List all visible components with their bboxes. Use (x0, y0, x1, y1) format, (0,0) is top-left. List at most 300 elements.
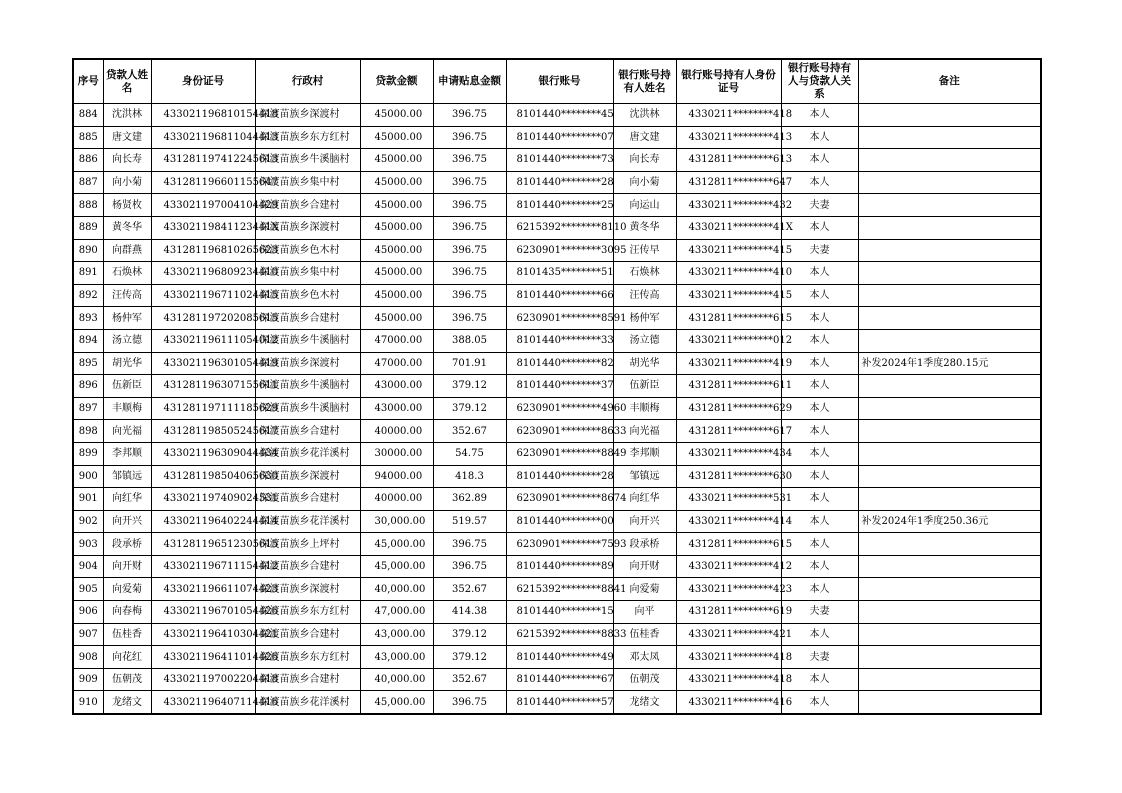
cell-holder-id: 4330211********434 (676, 442, 781, 465)
cell-amount: 30000.00 (360, 442, 433, 465)
cell-account: 8101440********73 (506, 149, 613, 172)
cell-subsidy: 379.12 (433, 375, 506, 398)
cell-note (858, 442, 1041, 465)
cell-subsidy: 396.75 (433, 533, 506, 556)
cell-holder-id: 4312811********615 (676, 533, 781, 556)
cell-village: 深渡苗族乡深渡村 (255, 104, 360, 127)
cell-id: 433021196407114416 (151, 691, 255, 714)
table-row (73, 329, 1041, 352)
cell-subsidy: 396.75 (433, 149, 506, 172)
cell-account: 6230901********8849 (506, 442, 613, 465)
cell-holder: 伍新臣 (613, 375, 676, 398)
cell-id: 433021196809234410 (151, 262, 255, 285)
cell-holder: 向开财 (613, 555, 676, 578)
table-row (73, 262, 1041, 285)
header-seq: 序号 (73, 59, 103, 104)
cell-holder-id: 4312811********615 (676, 307, 781, 330)
cell-holder-id: 4330211********423 (676, 578, 781, 601)
header-holder-id: 银行账号持有人身份证号 (676, 59, 781, 104)
table-row (73, 149, 1041, 172)
cell-name: 龙绪文 (103, 691, 151, 714)
cell-id: 433021196711024415 (151, 284, 255, 307)
cell-subsidy: 379.12 (433, 397, 506, 420)
cell-holder: 伍朝茂 (613, 668, 676, 691)
cell-village: 深渡苗族乡东方红村 (255, 601, 360, 624)
cell-seq: 909 (73, 668, 103, 691)
cell-account: 8101440********67 (506, 668, 613, 691)
cell-relation: 本人 (781, 668, 858, 691)
cell-seq: 908 (73, 646, 103, 669)
cell-relation: 本人 (781, 691, 858, 714)
cell-id: 431281197412245613 (151, 149, 255, 172)
table-row (73, 171, 1041, 194)
cell-subsidy: 396.75 (433, 555, 506, 578)
cell-holder-id: 4312811********611 (676, 375, 781, 398)
cell-holder-id: 4312811********630 (676, 465, 781, 488)
cell-holder: 向红华 (613, 488, 676, 511)
cell-holder-id: 4312811********629 (676, 397, 781, 420)
cell-note (858, 601, 1041, 624)
cell-subsidy: 396.75 (433, 691, 506, 714)
table-row (73, 375, 1041, 398)
cell-name: 汪传高 (103, 284, 151, 307)
cell-village: 深渡苗族乡合建村 (255, 668, 360, 691)
table-row (73, 555, 1041, 578)
cell-note (858, 623, 1041, 646)
cell-village: 深渡苗族乡集中村 (255, 171, 360, 194)
cell-village: 深渡苗族乡花洋溪村 (255, 442, 360, 465)
cell-account: 8101440********57 (506, 691, 613, 714)
cell-seq: 906 (73, 601, 103, 624)
cell-note (858, 194, 1041, 217)
cell-id: 43302119841123441X (151, 216, 255, 239)
cell-relation: 本人 (781, 352, 858, 375)
cell-seq: 887 (73, 171, 103, 194)
cell-relation: 本人 (781, 307, 858, 330)
cell-name: 丰顺梅 (103, 397, 151, 420)
cell-amount: 45000.00 (360, 307, 433, 330)
cell-holder-id: 4330211********415 (676, 284, 781, 307)
cell-seq: 889 (73, 216, 103, 239)
cell-id: 433021196111054012 (151, 329, 255, 352)
cell-seq: 902 (73, 510, 103, 533)
cell-amount: 43,000.00 (360, 623, 433, 646)
cell-holder: 向运山 (613, 194, 676, 217)
cell-name: 胡光华 (103, 352, 151, 375)
header-id: 身份证号 (151, 59, 255, 104)
cell-subsidy: 519.57 (433, 510, 506, 533)
cell-holder: 邹镇远 (613, 465, 676, 488)
cell-subsidy: 352.67 (433, 578, 506, 601)
cell-holder-id: 4330211********414 (676, 510, 781, 533)
cell-name: 向开兴 (103, 510, 151, 533)
cell-seq: 901 (73, 488, 103, 511)
cell-account: 6230901********8674 (506, 488, 613, 511)
cell-amount: 45000.00 (360, 216, 433, 239)
cell-account: 6230901********8633 (506, 420, 613, 443)
cell-name: 向花红 (103, 646, 151, 669)
cell-holder-id: 4330211********41X (676, 216, 781, 239)
cell-village: 深渡苗族乡牛溪脑村 (255, 375, 360, 398)
cell-subsidy: 701.91 (433, 352, 506, 375)
cell-holder: 沈洪林 (613, 104, 676, 127)
cell-holder: 黄冬华 (613, 216, 676, 239)
cell-amount: 94000.00 (360, 465, 433, 488)
cell-relation: 夫妻 (781, 601, 858, 624)
loan-subsidy-table (72, 58, 1042, 715)
cell-id: 431281196307155611 (151, 375, 255, 398)
cell-seq: 907 (73, 623, 103, 646)
cell-holder-id: 4330211********416 (676, 691, 781, 714)
cell-relation: 本人 (781, 578, 858, 601)
cell-subsidy: 396.75 (433, 239, 506, 262)
cell-subsidy: 396.75 (433, 307, 506, 330)
cell-relation: 本人 (781, 171, 858, 194)
cell-relation: 本人 (781, 262, 858, 285)
cell-village: 深渡苗族乡花洋溪村 (255, 691, 360, 714)
cell-holder: 向开兴 (613, 510, 676, 533)
header-holder: 银行账号持有人姓名 (613, 59, 676, 104)
cell-amount: 45000.00 (360, 194, 433, 217)
cell-holder: 丰顺梅 (613, 397, 676, 420)
table-row (73, 126, 1041, 149)
cell-holder-id: 4330211********418 (676, 646, 781, 669)
cell-holder-id: 4330211********410 (676, 262, 781, 285)
cell-name: 段承桥 (103, 533, 151, 556)
cell-id: 433021197409024531 (151, 488, 255, 511)
header-note: 备注 (858, 59, 1041, 104)
cell-village: 深渡苗族乡合建村 (255, 555, 360, 578)
table-row (73, 601, 1041, 624)
cell-account: 6215392********8110 (506, 216, 613, 239)
cell-id: 433021196411014426 (151, 646, 255, 669)
cell-village: 深渡苗族乡色木村 (255, 239, 360, 262)
cell-note (858, 646, 1041, 669)
cell-holder: 段承桥 (613, 533, 676, 556)
table-row (73, 465, 1041, 488)
cell-seq: 899 (73, 442, 103, 465)
cell-relation: 本人 (781, 510, 858, 533)
cell-note (858, 149, 1041, 172)
cell-account: 8101440********00 (506, 510, 613, 533)
cell-amount: 43000.00 (360, 397, 433, 420)
cell-relation: 本人 (781, 442, 858, 465)
cell-seq: 886 (73, 149, 103, 172)
cell-subsidy: 362.89 (433, 488, 506, 511)
cell-name: 唐文建 (103, 126, 151, 149)
cell-amount: 45000.00 (360, 262, 433, 285)
cell-subsidy: 379.12 (433, 646, 506, 669)
table-row (73, 420, 1041, 443)
cell-account: 8101440********66 (506, 284, 613, 307)
cell-amount: 40,000.00 (360, 578, 433, 601)
cell-subsidy: 418.3 (433, 465, 506, 488)
cell-seq: 910 (73, 691, 103, 714)
cell-amount: 47,000.00 (360, 601, 433, 624)
cell-account: 8101440********45 (506, 104, 613, 127)
cell-note (858, 262, 1041, 285)
cell-holder-id: 4330211********418 (676, 104, 781, 127)
cell-amount: 45000.00 (360, 239, 433, 262)
table-row (73, 352, 1041, 375)
cell-amount: 45000.00 (360, 171, 433, 194)
cell-holder-id: 4330211********421 (676, 623, 781, 646)
cell-village: 深渡苗族乡合建村 (255, 488, 360, 511)
cell-note (858, 329, 1041, 352)
cell-subsidy: 396.75 (433, 104, 506, 127)
cell-village: 深渡苗族乡合建村 (255, 420, 360, 443)
cell-note: 补发2024年1季度280.15元 (858, 352, 1041, 375)
cell-seq: 893 (73, 307, 103, 330)
cell-holder-id: 4330211********418 (676, 668, 781, 691)
cell-name: 伍桂香 (103, 623, 151, 646)
cell-name: 向小菊 (103, 171, 151, 194)
table-row (73, 668, 1041, 691)
table-row (73, 578, 1041, 601)
cell-seq: 896 (73, 375, 103, 398)
cell-relation: 本人 (781, 149, 858, 172)
cell-id: 433021196611074423 (151, 578, 255, 601)
cell-account: 6215392********8841 (506, 578, 613, 601)
cell-id: 431281198504065630 (151, 465, 255, 488)
table-row (73, 307, 1041, 330)
cell-village: 深渡苗族乡深渡村 (255, 465, 360, 488)
cell-amount: 43000.00 (360, 375, 433, 398)
cell-holder-id: 4330211********432 (676, 194, 781, 217)
cell-note (858, 533, 1041, 556)
table-row (73, 104, 1041, 127)
cell-village: 深渡苗族乡花洋溪村 (255, 510, 360, 533)
cell-holder: 汪传高 (613, 284, 676, 307)
cell-note (858, 578, 1041, 601)
cell-subsidy: 54.75 (433, 442, 506, 465)
cell-village: 深渡苗族乡色木村 (255, 284, 360, 307)
cell-name: 杨仲军 (103, 307, 151, 330)
table-row (73, 284, 1041, 307)
cell-name: 汤立德 (103, 329, 151, 352)
cell-name: 向群燕 (103, 239, 151, 262)
cell-seq: 895 (73, 352, 103, 375)
cell-seq: 885 (73, 126, 103, 149)
cell-seq: 905 (73, 578, 103, 601)
cell-subsidy: 396.75 (433, 194, 506, 217)
cell-seq: 891 (73, 262, 103, 285)
cell-note (858, 104, 1041, 127)
table-row (73, 194, 1041, 217)
cell-village: 深渡苗族乡深渡村 (255, 216, 360, 239)
cell-holder: 向小菊 (613, 171, 676, 194)
cell-holder: 杨仲军 (613, 307, 676, 330)
cell-note (858, 171, 1041, 194)
cell-relation: 夫妻 (781, 194, 858, 217)
header-account: 银行账号 (506, 59, 613, 104)
cell-note (858, 284, 1041, 307)
cell-name: 向春梅 (103, 601, 151, 624)
cell-note (858, 307, 1041, 330)
table-row (73, 397, 1041, 420)
cell-account: 8101440********37 (506, 375, 613, 398)
cell-amount: 43,000.00 (360, 646, 433, 669)
cell-amount: 40,000.00 (360, 668, 433, 691)
header-amount: 贷款金额 (360, 59, 433, 104)
table-row (73, 623, 1041, 646)
cell-account: 8101440********15 (506, 601, 613, 624)
cell-village: 深渡苗族乡深渡村 (255, 352, 360, 375)
cell-name: 向长寿 (103, 149, 151, 172)
cell-subsidy: 396.75 (433, 284, 506, 307)
cell-holder: 李邦顺 (613, 442, 676, 465)
cell-id: 433021196309044434 (151, 442, 255, 465)
cell-holder: 唐文建 (613, 126, 676, 149)
cell-id: 431281198505245617 (151, 420, 255, 443)
cell-holder: 石焕林 (613, 262, 676, 285)
cell-holder-id: 4312811********613 (676, 149, 781, 172)
cell-note (858, 420, 1041, 443)
header-relation: 银行账号持有人与贷款人关系 (781, 59, 858, 104)
cell-note (858, 465, 1041, 488)
cell-account: 8101440********28 (506, 171, 613, 194)
cell-account: 6230901********7593 (506, 533, 613, 556)
cell-relation: 夫妻 (781, 239, 858, 262)
cell-holder: 胡光华 (613, 352, 676, 375)
cell-id: 431281197202085615 (151, 307, 255, 330)
cell-holder: 向光福 (613, 420, 676, 443)
cell-subsidy: 388.05 (433, 329, 506, 352)
cell-account: 8101440********82 (506, 352, 613, 375)
cell-holder: 龙绪文 (613, 691, 676, 714)
cell-account: 8101440********25 (506, 194, 613, 217)
cell-note (858, 239, 1041, 262)
cell-subsidy: 396.75 (433, 171, 506, 194)
cell-amount: 47000.00 (360, 352, 433, 375)
cell-relation: 本人 (781, 284, 858, 307)
cell-amount: 45,000.00 (360, 555, 433, 578)
header-village: 行政村 (255, 59, 360, 104)
cell-seq: 900 (73, 465, 103, 488)
cell-village: 深渡苗族乡深渡村 (255, 578, 360, 601)
cell-amount: 45000.00 (360, 284, 433, 307)
cell-holder: 向长寿 (613, 149, 676, 172)
cell-holder-id: 4330211********531 (676, 488, 781, 511)
cell-holder: 伍桂香 (613, 623, 676, 646)
cell-id: 433021196811044413 (151, 126, 255, 149)
cell-relation: 本人 (781, 420, 858, 443)
cell-seq: 898 (73, 420, 103, 443)
cell-account: 6230901********4960 (506, 397, 613, 420)
cell-name: 石焕林 (103, 262, 151, 285)
table-row (73, 216, 1041, 239)
cell-relation: 本人 (781, 555, 858, 578)
cell-holder-id: 4330211********419 (676, 352, 781, 375)
cell-holder-id: 4330211********415 (676, 239, 781, 262)
cell-name: 黄冬华 (103, 216, 151, 239)
cell-name: 向开财 (103, 555, 151, 578)
cell-account: 6230901********8591 (506, 307, 613, 330)
cell-relation: 本人 (781, 397, 858, 420)
cell-relation: 夫妻 (781, 646, 858, 669)
cell-id: 433021196701054426 (151, 601, 255, 624)
cell-note (858, 216, 1041, 239)
cell-name: 伍朝茂 (103, 668, 151, 691)
cell-note (858, 126, 1041, 149)
cell-seq: 890 (73, 239, 103, 262)
header-subsidy: 申请贴息金额 (433, 59, 506, 104)
cell-village: 深渡苗族乡集中村 (255, 262, 360, 285)
cell-amount: 45000.00 (360, 126, 433, 149)
cell-id: 431281196512305615 (151, 533, 255, 556)
cell-village: 深渡苗族乡合建村 (255, 623, 360, 646)
cell-holder: 汪传早 (613, 239, 676, 262)
cell-account: 8101440********89 (506, 555, 613, 578)
cell-village: 深渡苗族乡牛溪脑村 (255, 149, 360, 172)
cell-name: 李邦顺 (103, 442, 151, 465)
cell-relation: 本人 (781, 375, 858, 398)
cell-id: 433021196810154418 (151, 104, 255, 127)
cell-village: 深渡苗族乡牛溪脑村 (255, 397, 360, 420)
cell-note (858, 375, 1041, 398)
cell-account: 8101435********51 (506, 262, 613, 285)
table-row (73, 510, 1041, 533)
cell-relation: 本人 (781, 533, 858, 556)
cell-account: 8101440********33 (506, 329, 613, 352)
cell-village: 深渡苗族乡东方红村 (255, 126, 360, 149)
cell-id: 433021196402244414 (151, 510, 255, 533)
table-row (73, 646, 1041, 669)
cell-seq: 897 (73, 397, 103, 420)
cell-note (858, 668, 1041, 691)
cell-holder: 向爱菊 (613, 578, 676, 601)
cell-amount: 45000.00 (360, 149, 433, 172)
cell-village: 深渡苗族乡牛溪脑村 (255, 329, 360, 352)
cell-amount: 47000.00 (360, 329, 433, 352)
cell-relation: 本人 (781, 623, 858, 646)
table-row (73, 239, 1041, 262)
cell-note (858, 555, 1041, 578)
cell-subsidy: 352.67 (433, 668, 506, 691)
cell-seq: 892 (73, 284, 103, 307)
cell-note (858, 488, 1041, 511)
cell-name: 邹镇远 (103, 465, 151, 488)
cell-holder-id: 4312811********647 (676, 171, 781, 194)
cell-name: 伍新臣 (103, 375, 151, 398)
cell-id: 431281197111185629 (151, 397, 255, 420)
cell-village: 深渡苗族乡合建村 (255, 307, 360, 330)
cell-holder-id: 4312811********617 (676, 420, 781, 443)
cell-note (858, 397, 1041, 420)
cell-name: 向爱菊 (103, 578, 151, 601)
cell-id: 431281196601155647 (151, 171, 255, 194)
cell-holder-id: 4330211********412 (676, 555, 781, 578)
header-row (73, 59, 1041, 104)
cell-id: 433021197004104429 (151, 194, 255, 217)
header-name: 贷款人姓名 (103, 59, 151, 104)
cell-id: 433021196410304421 (151, 623, 255, 646)
cell-holder: 汤立德 (613, 329, 676, 352)
cell-relation: 本人 (781, 126, 858, 149)
cell-amount: 45,000.00 (360, 533, 433, 556)
cell-amount: 30,000.00 (360, 510, 433, 533)
table-row (73, 533, 1041, 556)
cell-relation: 本人 (781, 488, 858, 511)
cell-note (858, 691, 1041, 714)
cell-holder: 邓太凤 (613, 646, 676, 669)
cell-seq: 904 (73, 555, 103, 578)
cell-seq: 903 (73, 533, 103, 556)
cell-seq: 894 (73, 329, 103, 352)
table-body (73, 104, 1041, 715)
cell-subsidy: 352.67 (433, 420, 506, 443)
cell-relation: 本人 (781, 216, 858, 239)
